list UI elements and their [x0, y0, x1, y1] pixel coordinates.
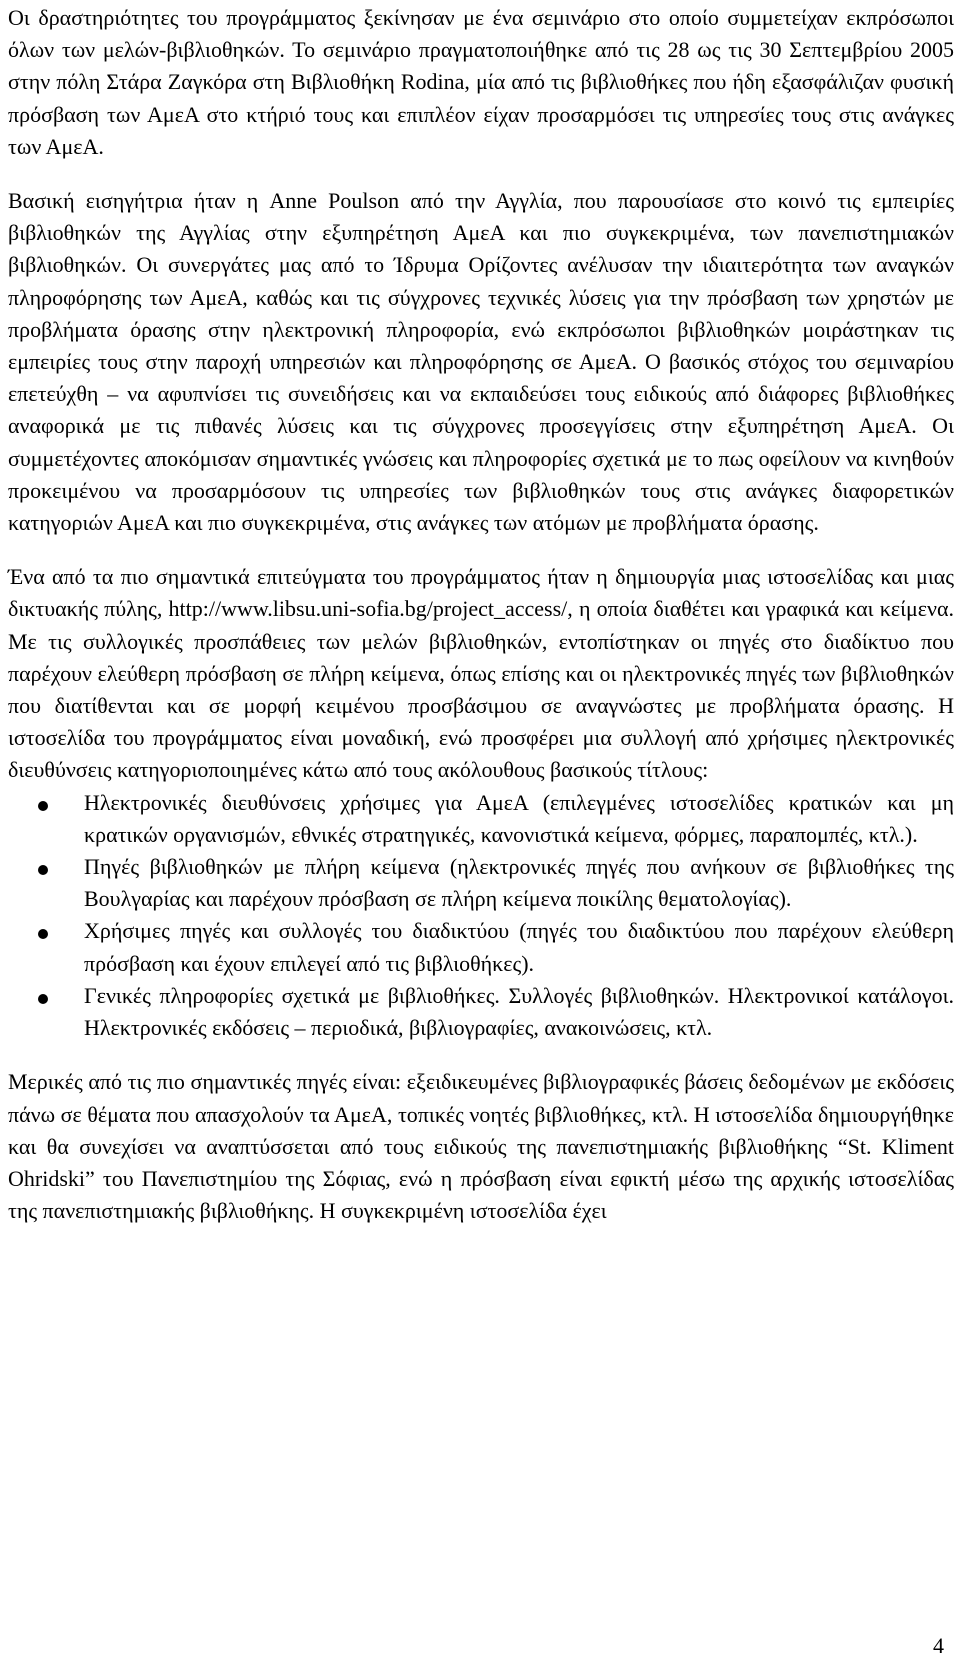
bullet-item-text: Χρήσιμες πηγές και συλλογές του διαδικτύου (πηγές του διαδικτύου που παρέχουν ελεύθερη πρόσβαση και έχουν επιλεγεί από τις βιβλιοθήκες). [84, 918, 954, 976]
bullet-item [8, 980, 954, 1044]
paragraph-gap [8, 1044, 954, 1066]
paragraph-important-sources: Μερικές από τις πιο σημαντικές πηγές είναι: εξειδικευμένες βιβλιογραφικές βάσεις δεδομένων με εκδόσεις πάνω σε θέματα που απασχολούν τα ΑμεΑ, τοπικές νοητές βιβλιοθήκες, κτλ. Η ιστοσελίδα δημιουργήθηκε και θα συνεχίσει να αναπτύσσεται από τους ειδικούς της πανεπιστημιακής βιβλιοθήκης “St. Kliment Ohridski” του Πανεπιστημίου της Σόφιας, ενώ η πρόσβαση είναι εφικτή μέσω της αρχικής ιστοσελίδας της πανεπιστημιακής βιβλιοθήκης. Η συγκεκριμένη ιστοσελίδα έχει [8, 1069, 954, 1224]
bullet-dot-icon [38, 865, 48, 875]
paragraph-gap [8, 539, 954, 561]
bullet-item-text: Ηλεκτρονικές διευθύνσεις χρήσιμες για ΑμεΑ (επιλεγμένες ιστοσελίδες κρατικών και μη κρατικών οργανισμών, εθνικές στρατηγικές, κανονιστικά κείμενα, φόρμες, παραπομπές, κτλ.). [84, 789, 954, 847]
bullet-dot-icon [38, 801, 48, 811]
bullet-item [8, 851, 954, 915]
bullet-item [8, 787, 954, 851]
bullet-item [8, 915, 954, 979]
bullet-item-text: Πηγές βιβλιοθηκών με πλήρη κείμενα (ηλεκτρονικές πηγές που ανήκουν σε βιβλιοθήκες της Βουλγαρίας και παρέχουν πρόσβαση σε πλήρη κείμενα ποικίλης θεματολογίας). [84, 854, 954, 912]
paragraph-website-portal: Ένα από τα πιο σημαντικά επιτεύγματα του προγράμματος ήταν η δημιουργία μιας ιστοσελίδας και μιας δικτυακής πύλης, http://www.libsu.uni-sofia.bg/project_access/, η οποία διαθέτει και γραφικά και κείμενα. Με τις συλλογικές προσπάθειες των μελών βιβλιοθηκών, εντοπίστηκαν οι πηγές στο διαδίκτυο που παρέχουν ελεύθερη πρόσβαση σε πλήρη κείμενα, όπως επίσης και οι ηλεκτρονικές πηγές των βιβλιοθηκών που διατίθενται και σε μορφή κειμένου προσβάσιμου σε αναγνώστες με προβλήματα όρασης. Η ιστοσελίδα του προγράμματος είναι μοναδική, ενώ προσφέρει μια συλλογή από χρήσιμες ηλεκτρονικές διευθύνσεις κατηγοριοποιημένες κάτω από τους ακόλουθους βασικούς τίτλους: [8, 564, 954, 783]
paragraph-seminar-intro: Οι δραστηριότητες του προγράμματος ξεκίνησαν με ένα σεμινάριο στο οποίο συμμετείχαν εκπρόσωποι όλων των μελών-βιβλιοθηκών. Το σεμινάριο πραγματοποιήθηκε από τις 28 ως τις 30 Σεπτεμβρίου 2005 στην πόλη Στάρα Ζαγκόρα στη Βιβλιοθήκη Rodina, μία από τις βιβλιοθήκες που ήδη εξασφάλιζαν φυσική πρόσβαση των ΑμεΑ στο κτήριό τους και επιπλέον είχαν προσαρμόσει τις υπηρεσίες τους στις ανάγκες των ΑμεΑ. [8, 5, 954, 159]
bullet-list-website-sections [8, 787, 954, 1045]
bullet-dot-icon [38, 994, 48, 1004]
paragraph-gap [8, 163, 954, 185]
paragraph-seminar-details: Βασική εισηγήτρια ήταν η Anne Poulson από την Αγγλία, που παρουσίασε στο κοινό τις εμπειρίες βιβλιοθηκών της Αγγλίας στην εξυπηρέτηση ΑμεΑ και πιο συγκεκριμένα, των πανεπιστημιακών βιβλιοθηκών. Οι συνεργάτες μας από το Ίδρυμα Ορίζοντες ανέλυσαν την ιδιαιτερότητα των αναγκών πληροφόρησης των ΑμεΑ, καθώς και τις σύγχρονες τεχνικές λύσεις για την πρόσβαση των χρηστών με προβλήματα όρασης στην ηλεκτρονική πληροφορία, ενώ εκπρόσωποι βιβλιοθηκών μοιράστηκαν τις εμπειρίες τους στην παροχή υπηρεσιών και πληροφόρησης σε ΑμεΑ. Ο βασικός στόχος του σεμιναρίου επετεύχθη – να αφυπνίσει τις συνειδήσεις και να εκπαιδεύσει τους ειδικούς από διάφορες βιβλιοθήκες αναφορικά με τις πιθανές λύσεις και τις σύγχρονες προσεγγίσεις στην εξυπηρέτηση ΑμεΑ. Οι συμμετέχοντες αποκόμισαν σημαντικές γνώσεις και πληροφορίες σχετικά με το πως οφείλουν να κινηθούν προκειμένου να προσαρμόσουν τις υπηρεσίες των βιβλιοθηκών τους στις ανάγκες διαφορετικών κατηγοριών ΑμεΑ και πιο συγκεκριμένα, στις ανάγκες των ατόμων με προβλήματα όρασης. [8, 188, 954, 536]
page-number: 4 [933, 1633, 944, 1658]
bullet-dot-icon [38, 929, 48, 939]
bullet-item-text: Γενικές πληροφορίες σχετικά με βιβλιοθήκες. Συλλογές βιβλιοθηκών. Ηλεκτρονικοί κατάλογοι. Ηλεκτρονικές εκδόσεις – περιοδικά, βιβλιογραφίες, ανακοινώσεις, κτλ. [84, 982, 954, 1041]
